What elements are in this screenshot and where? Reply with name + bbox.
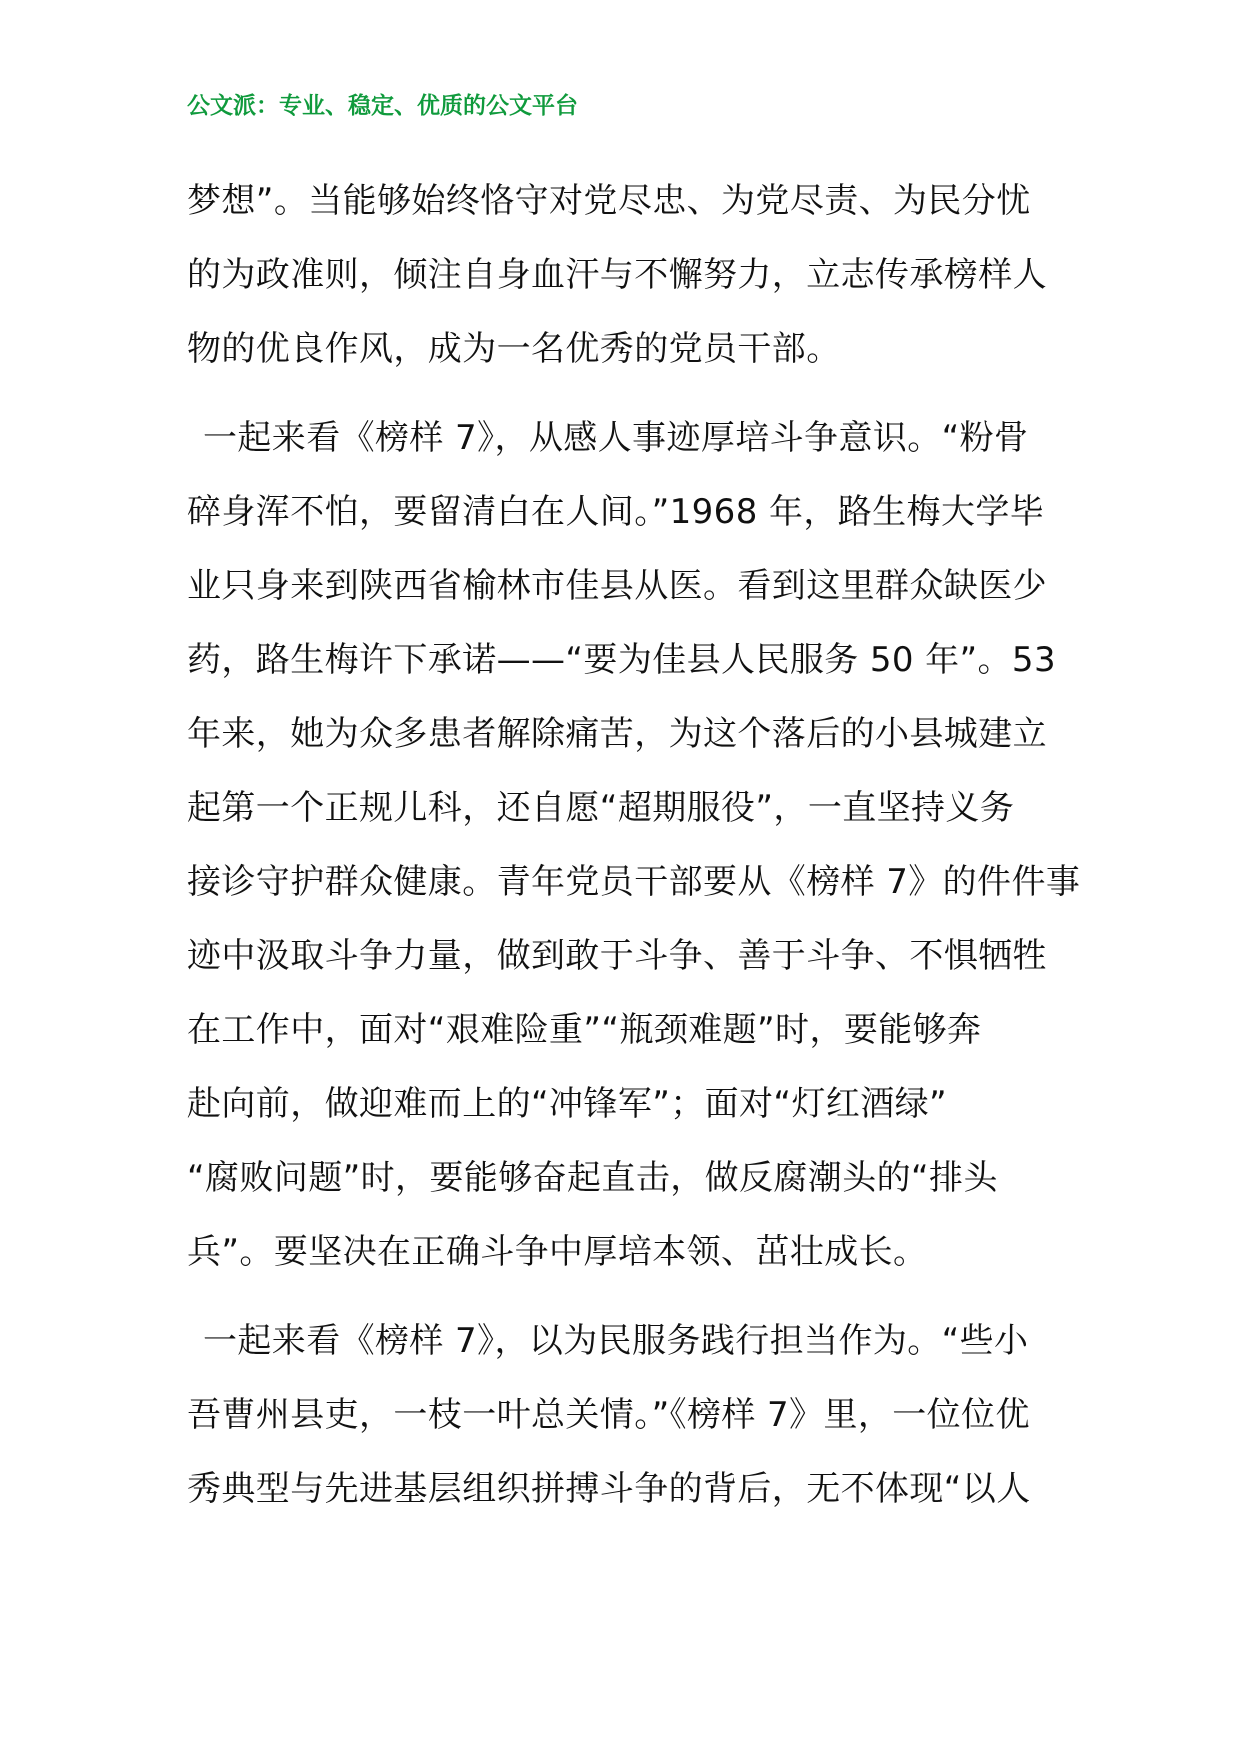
text-line: 碎身浑不怕，要留清白在人间。”1968 年，路生梅大学毕: [187, 492, 1045, 532]
text-line: 接诊守护群众健康。青年党员干部要从《榜样 7》的件件事: [187, 862, 1081, 902]
text-line: 一起来看《榜样 7》，从感人事迹厚培斗争意识。“粉骨: [203, 418, 1029, 458]
text-line: 一起来看《榜样 7》，以为民服务践行担当作为。“些小: [203, 1321, 1029, 1361]
page-header: 公文派：专业、稳定、优质的公文平台: [187, 92, 578, 119]
text-line: 的为政准则，倾注自身血汗与不懈努力，立志传承榜样人: [187, 255, 1047, 295]
text-line: 梦想”。当能够始终恪守对党尽忠、为党尽责、为民分忧: [187, 181, 1031, 221]
text-line: 起第一个正规儿科，还自愿“超期服役”，一直坚持义务: [187, 788, 1015, 828]
text-line: 药，路生梅许下承诺——“要为佳县人民服务 50 年”。53: [187, 640, 1056, 680]
paragraph-3: [187, 1304, 1053, 1526]
text-line: 物的优良作风，成为一名优秀的党员干部。: [187, 329, 841, 369]
text-line: 业只身来到陕西省榆林市佳县从医。看到这里群众缺医少: [187, 566, 1047, 606]
text-line: 迹中汲取斗争力量，做到敢于斗争、善于斗争、不惧牺牲: [187, 936, 1047, 976]
paragraph-1: [187, 164, 1053, 386]
text-line: 年来，她为众多患者解除痛苦，为这个落后的小县城建立: [187, 714, 1047, 754]
text-line: “腐败问题”时，要能够奋起直击，做反腐潮头的“排头: [187, 1158, 998, 1198]
paragraph-2: [187, 401, 1081, 1289]
document-body: [187, 164, 1081, 1526]
text-line: 赴向前，做迎难而上的“冲锋军”；面对“灯红酒绿”: [187, 1084, 948, 1124]
text-line: 吾曹州县吏，一枝一叶总关情。”《榜样 7》里，一位位优: [187, 1395, 1030, 1435]
text-line: 在工作中，面对“艰难险重”“瓶颈难题”时，要能够奔: [187, 1010, 982, 1050]
text-line: 兵”。要坚决在正确斗争中厚培本领、茁壮成长。: [187, 1232, 928, 1272]
text-line: 秀典型与先进基层组织拼搏斗争的背后，无不体现“以人: [187, 1469, 1031, 1509]
